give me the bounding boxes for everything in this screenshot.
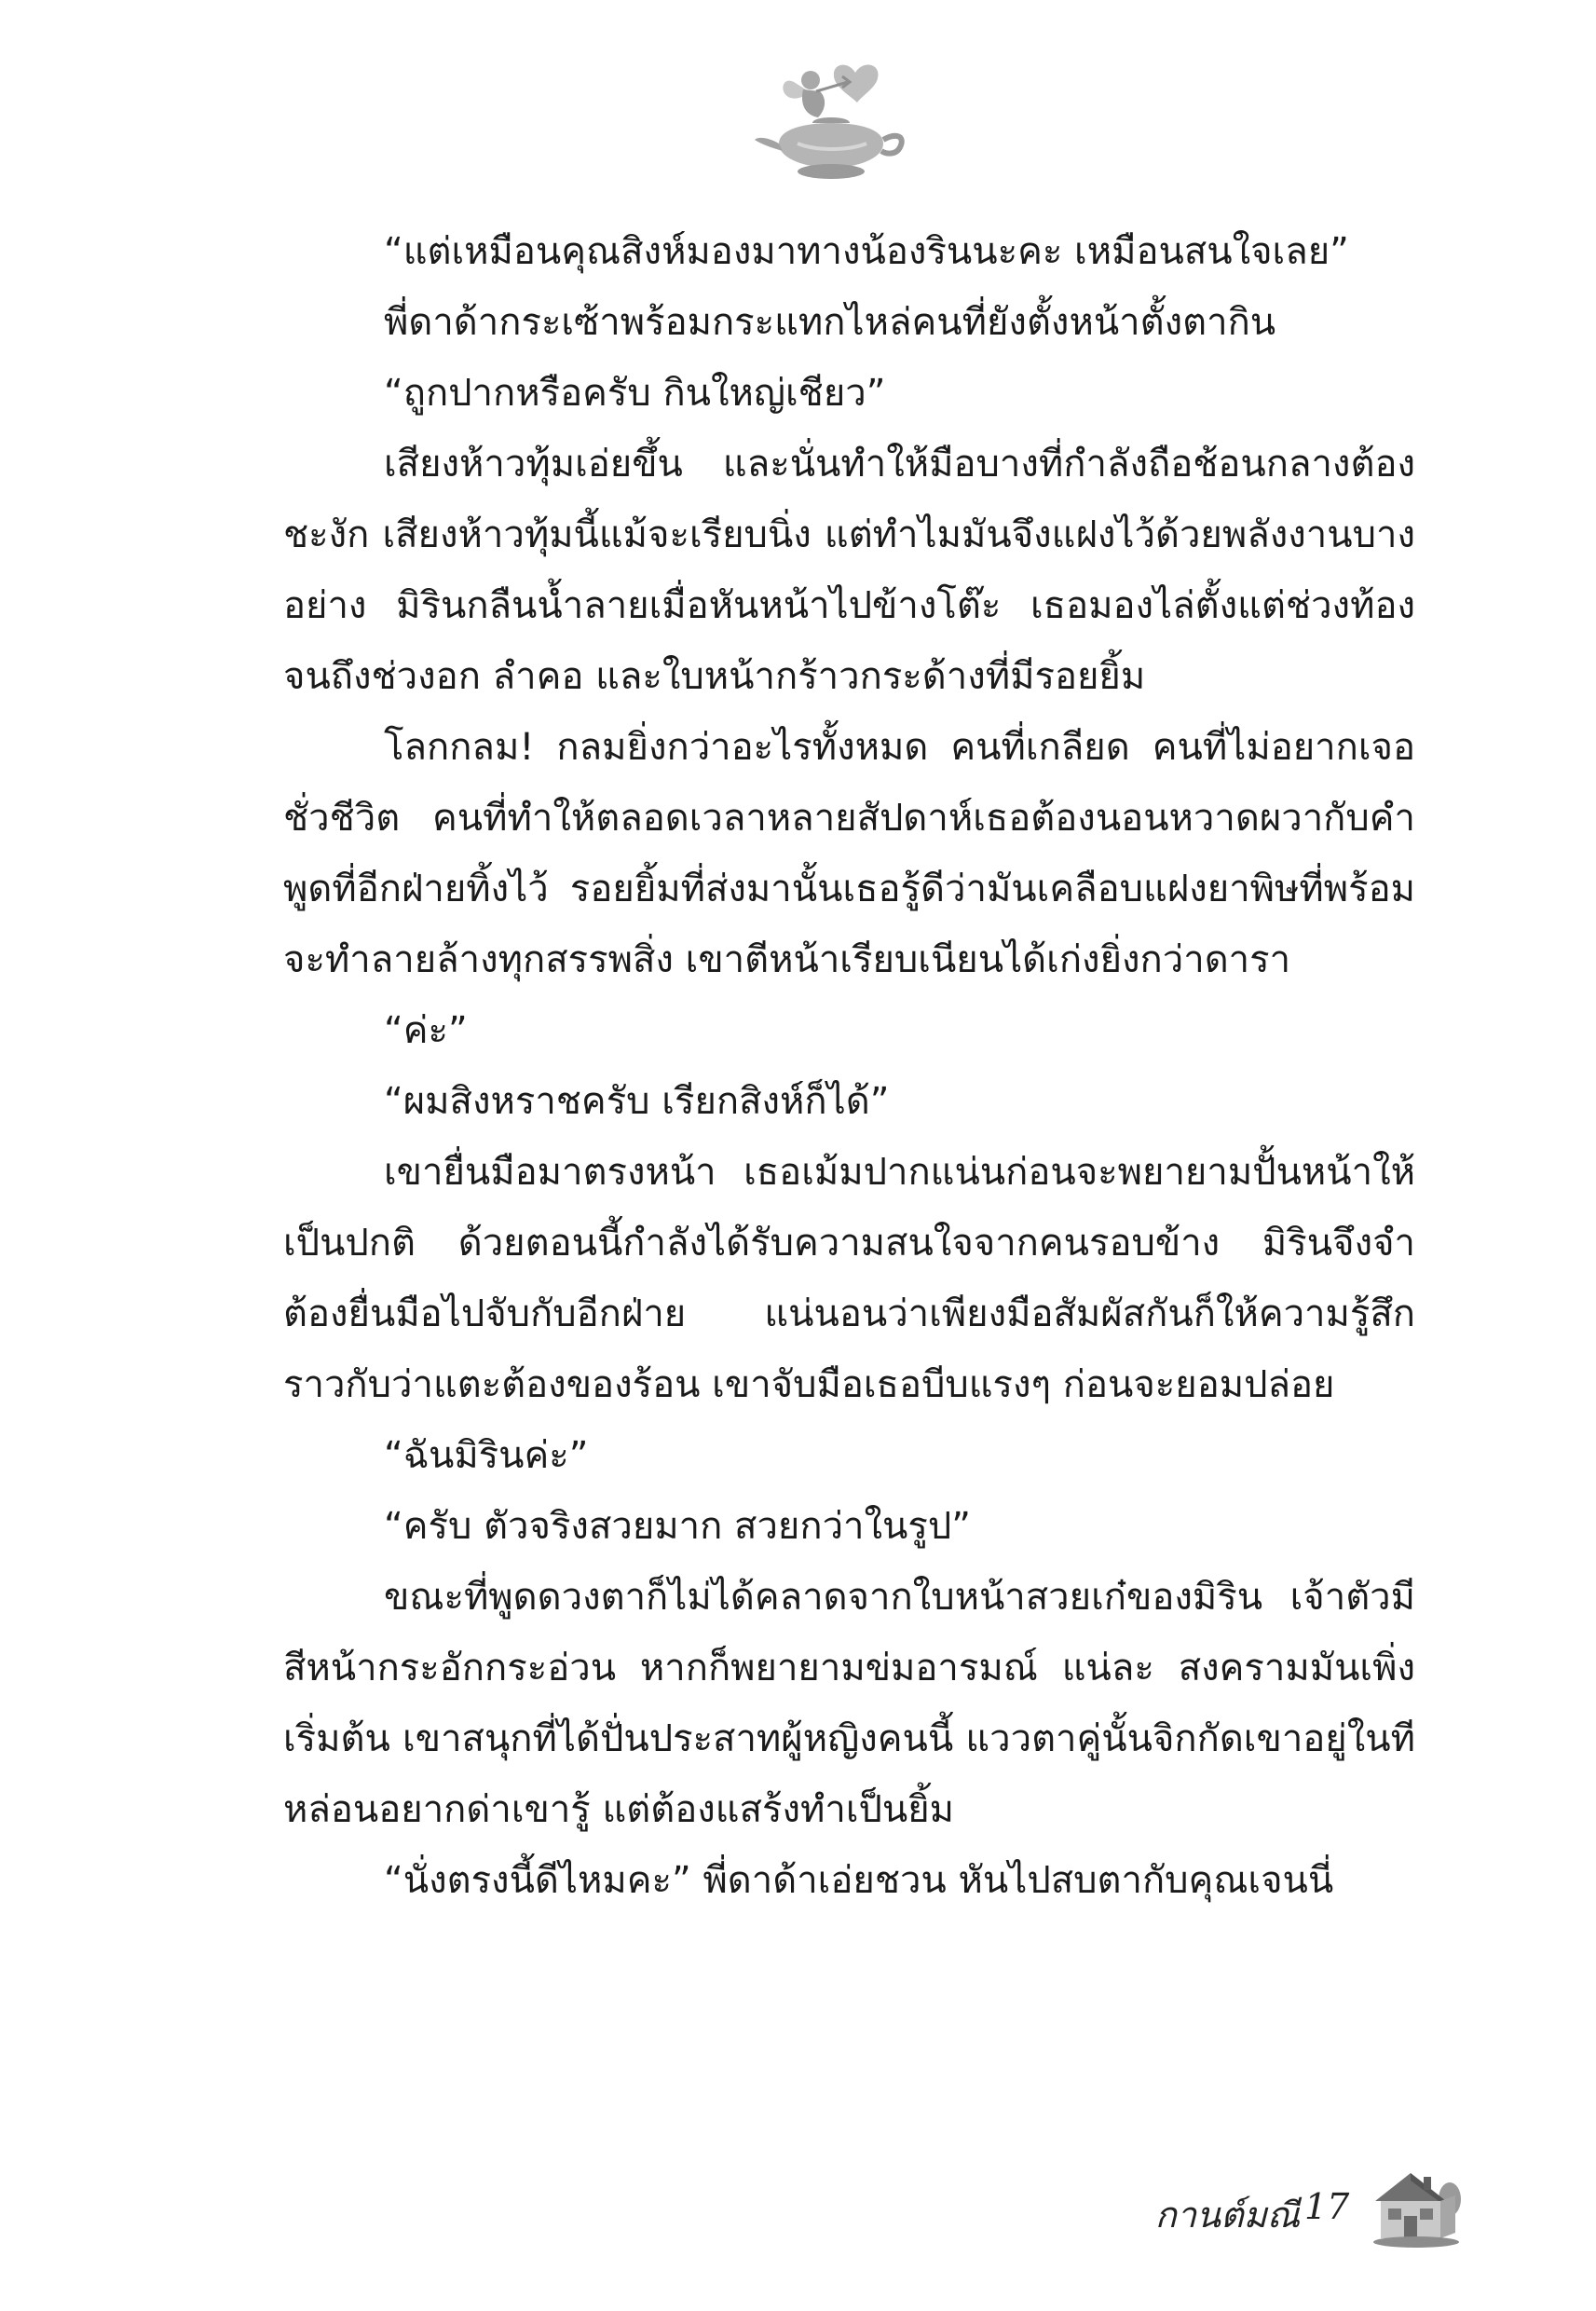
paragraph: ขณะที่พูดดวงตาก็ไม่ได้คลาดจากใบหน้าสวยเก๋ของมิริน เจ้าตัวมีสีหน้ากระอักกระอ่วน หากก็พยายามข่มอารมณ์ แน่ละ สงครามมันเพิ่งเริ่มต้น เขาสนุกที่ได้ปั่นประสาทผู้หญิงคนนี้ แววตาคู่นั้นจิกกัดเขาอยู่ในที หล่อนอยากด่าเขารู้ แต่ต้องแสร้งทำเป็นยิ้ม [283, 1576, 1415, 1831]
teapot-cupid-ornament-icon [751, 54, 909, 194]
body-text [283, 216, 1415, 1916]
paragraph: “ผมสิงหราชครับ เรียกสิงห์ก็ได้” [384, 1080, 890, 1123]
paragraph: “ฉันมิรินค่ะ” [384, 1434, 589, 1477]
paragraph: “แต่เหมือนคุณสิงห์มองมาทางน้องรินนะคะ เหมือนสนใจเลย” [384, 230, 1349, 273]
paragraph: “ค่ะ” [384, 1009, 468, 1052]
paragraph: “ครับ ตัวจริงสวยมาก สวยกว่าในรูป” [384, 1505, 971, 1548]
paragraph: โลกกลม! กลมยิ่งกว่าอะไรทั้งหมด คนที่เกลียด คนที่ไม่อยากเจอชั่วชีวิต คนที่ทำให้ตลอดเวลาหลายสัปดาห์เธอต้องนอนหวาดผวากับคำพูดที่อีกฝ่ายทิ้งไว้ รอยยิ้มที่ส่งมานั้นเธอรู้ดีว่ามันเคลือบแฝงยาพิษที่พร้อมจะทำลายล้างทุกสรรพสิ่ง เขาตีหน้าเรียบเนียนได้เก่งยิ่งกว่าดารา [283, 726, 1415, 981]
page-footer [0, 2164, 1596, 2266]
page-number: 17 [1304, 2186, 1350, 2227]
house-icon [1370, 2164, 1463, 2249]
paragraph: เสียงห้าวทุ้มเอ่ยขึ้น และนั่นทำให้มือบางที่กำลังถือช้อนกลางต้องชะงัก เสียงห้าวทุ้มนี้แม้จะเรียบนิ่ง แต่ทำไมมันจึงแฝงไว้ด้วยพลังงานบางอย่าง มิรินกลืนน้ำลายเมื่อหันหน้าไปข้างโต๊ะ เธอมองไล่ตั้งแต่ช่วงท้องจนถึงช่วงอก ลำคอ และใบหน้ากร้าวกระด้างที่มีรอยยิ้ม [283, 443, 1415, 698]
paragraph: พี่ดาด้ากระเซ้าพร้อมกระแทกไหล่คนที่ยังตั้งหน้าตั้งตากิน [384, 301, 1276, 344]
paragraph: “ถูกปากหรือครับ กินใหญ่เชียว” [384, 372, 886, 415]
paragraph: “นั่งตรงนี้ดีไหมคะ” พี่ดาด้าเอ่ยชวน หันไปสบตากับคุณเจนนี่ [384, 1859, 1334, 1902]
paragraph: เขายื่นมือมาตรงหน้า เธอเม้มปากแน่นก่อนจะพยายามปั้นหน้าให้เป็นปกติ ด้วยตอนนี้กำลังได้รับความสนใจจากคนรอบข้าง มิรินจึงจำต้องยื่นมือไปจับกับอีกฝ่าย แน่นอนว่าเพียงมือสัมผัสกันก็ให้ความรู้สึกราวกับว่าแตะต้องของร้อน เขาจับมือเธอบีบแรงๆ ก่อนจะยอมปล่อย [283, 1151, 1415, 1406]
book-title: กานต์มณี [1154, 2195, 1300, 2236]
